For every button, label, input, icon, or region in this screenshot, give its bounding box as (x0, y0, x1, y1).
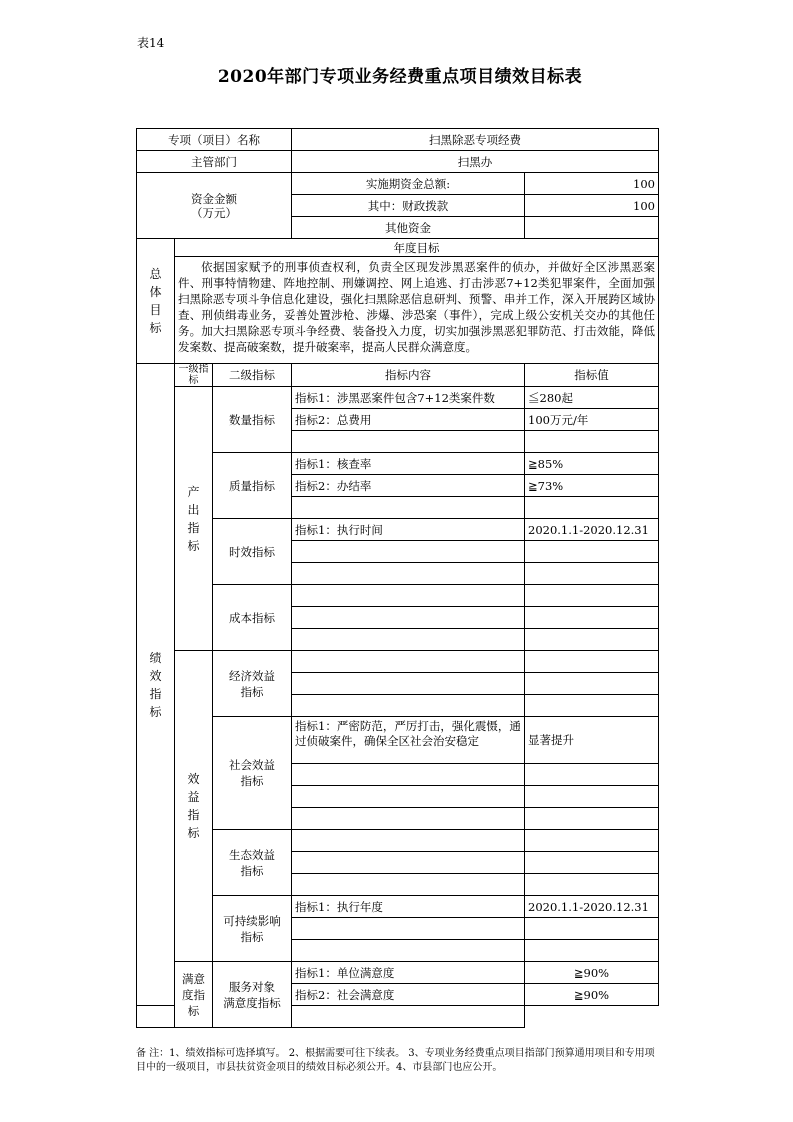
social-benefit-label-line2: 指标 (240, 774, 264, 788)
indicator-value: 2020.1.1-2020.12.31 (525, 519, 659, 541)
indicator-content: 指标1：执行年度 (292, 896, 525, 918)
indicator-content: 指标2：总费用 (292, 409, 525, 431)
department-value: 扫黑办 (292, 151, 659, 173)
indicator-value (525, 764, 659, 786)
indicator-content: 指标2：社会满意度 (292, 984, 525, 1006)
indicator-content (292, 629, 525, 651)
social-benefit-label-line1: 社会效益 (229, 758, 275, 772)
sustainable-impact-label-line2: 指标 (240, 929, 264, 944)
output-char: 出 (187, 502, 200, 517)
timeliness-indicator-label: 时效指标 (213, 519, 292, 585)
overall-goal-char: 目 (149, 303, 162, 317)
indicator-content: 指标1：执行时间 (292, 519, 525, 541)
indicator-content (292, 808, 525, 830)
annual-goal-header: 年度目标 (175, 239, 659, 257)
service-satisfaction-label-line2: 满意度指标 (223, 995, 281, 1010)
satisfaction-label-line1: 满意 (182, 971, 205, 986)
indicator-value (525, 874, 659, 896)
output-char: 标 (187, 538, 200, 553)
benefit-char: 益 (187, 790, 200, 804)
indicator-content: 指标1：涉黑恶案件包含7+12类案件数 (292, 387, 525, 409)
overall-goal-char: 体 (149, 285, 162, 299)
quantity-indicator-label: 数量指标 (213, 387, 292, 453)
performance-target-table (136, 128, 659, 1028)
indicator-value (525, 431, 659, 453)
economic-benefit-label-line1: 经济效益 (229, 668, 275, 683)
indicator-value: ≧73% (525, 475, 659, 497)
indicator-value (525, 607, 659, 629)
indicator-value (292, 1006, 525, 1028)
performance-char: 指 (149, 686, 162, 701)
department-label: 主管部门 (137, 151, 292, 173)
output-char: 产 (187, 484, 200, 499)
indicator-value: ≦280起 (525, 387, 659, 409)
indicator-content: 指标2：办结率 (292, 475, 525, 497)
indicator-value: ≧85% (525, 453, 659, 475)
level1-header: 一级指标 (175, 364, 213, 387)
indicator-value: 100万元/年 (525, 409, 659, 431)
indicator-content (292, 874, 525, 896)
indicator-value (525, 651, 659, 673)
economic-benefit-label (213, 651, 292, 717)
ecological-benefit-label (213, 830, 292, 896)
indicator-content (292, 830, 525, 852)
other-funds-value (525, 217, 659, 239)
cost-indicator-label: 成本指标 (213, 585, 292, 651)
total-funds-label: 实施期资金总额: (292, 173, 525, 195)
indicator-content (292, 786, 525, 808)
satisfaction-label-line2: 度指 (182, 987, 205, 1002)
funds-label-line2: （万元） (191, 205, 237, 220)
other-funds-label: 其他资金 (292, 217, 525, 239)
overall-goal-char: 总 (149, 267, 162, 281)
indicator-value (525, 497, 659, 519)
content-header: 指标内容 (292, 364, 525, 387)
funds-label (137, 173, 292, 239)
indicator-content (292, 764, 525, 786)
economic-benefit-label-line2: 指标 (240, 684, 264, 699)
footnote: 备 注：1、绩效指标可选择填写。 2、根据需要可往下续表。 3、专项业务经费重点项目指部门预算通用项目和专用项目中的一级项目，市县扶贫资金项目的绩效目标必须公开。4、市县部门也应公开。 (136, 1048, 655, 1073)
level2-header: 二级指标 (213, 364, 292, 387)
ecological-benefit-label-line2: 指标 (240, 863, 264, 878)
indicator-value: ≧90% (525, 962, 659, 984)
indicator-value (525, 541, 659, 563)
indicator-content (292, 541, 525, 563)
indicator-value (525, 918, 659, 940)
indicator-value (525, 940, 659, 962)
annual-goal-text: 依据国家赋予的刑事侦查权利，负责全区现发涉黑恶案件的侦办，并做好全区涉黑恶案件、刑事特情物建、阵地控制、刑嫌调控、网上追逃、打击涉恶7+12类犯罪案件，全面加强扫黑除恶专项斗争信息化建设，强化扫黑除恶信息研判、预警、串并工作，深入开展跨区域协查、刑侦缉毒业务，妥善处置涉枪、涉爆、涉恐案（事件），完成上级公安机关交办的其他任务。加大扫黑除恶专项斗争经费、装备投入力度，切实加强涉黑恶犯罪防范、打击效能，降低发案数、提高破案数，提升破案率，提高人民群众满意度。 (175, 257, 659, 364)
table-number-label: 表14 (137, 36, 165, 50)
performance-indicator-label (137, 364, 175, 1006)
performance-char: 绩 (149, 650, 162, 665)
indicator-value (525, 695, 659, 717)
indicator-content (292, 585, 525, 607)
overall-goal-char: 标 (149, 321, 162, 335)
fiscal-funds-label: 其中：财政拨款 (292, 195, 525, 217)
indicator-content (137, 1006, 175, 1028)
benefit-char: 标 (187, 826, 200, 840)
indicator-value: ≧90% (525, 984, 659, 1006)
indicator-value (525, 808, 659, 830)
indicator-content (292, 918, 525, 940)
quality-indicator-label: 质量指标 (213, 453, 292, 519)
indicator-value (525, 852, 659, 874)
project-name-label: 专项（项目）名称 (137, 129, 292, 151)
indicator-content (292, 852, 525, 874)
output-char: 指 (187, 520, 200, 535)
performance-char: 标 (149, 704, 162, 719)
indicator-value (525, 585, 659, 607)
satisfaction-label-line3: 标 (187, 1003, 200, 1018)
indicator-value (525, 786, 659, 808)
indicator-content: 指标1：核查率 (292, 453, 525, 475)
service-satisfaction-label-line1: 服务对象 (229, 979, 275, 994)
output-indicator-label (175, 387, 213, 651)
funds-label-line1: 资金金额 (191, 191, 237, 206)
value-header: 指标值 (525, 364, 659, 387)
indicator-content (292, 497, 525, 519)
indicator-value (525, 830, 659, 852)
project-name-value: 扫黑除恶专项经费 (292, 129, 659, 151)
benefit-char: 效 (187, 772, 200, 786)
indicator-content: 指标1：严密防范，严厉打击，强化震慑，通过侦破案件，确保全区社会治安稳定 (292, 717, 525, 764)
ecological-benefit-label-line1: 生态效益 (229, 847, 275, 862)
indicator-content (292, 607, 525, 629)
indicator-content: 指标1：单位满意度 (292, 962, 525, 984)
indicator-content (292, 651, 525, 673)
indicator-content (292, 940, 525, 962)
indicator-value (525, 673, 659, 695)
overall-goal-label (137, 239, 175, 364)
page-title: 2020年部门专项业务经费重点项目绩效目标表 (217, 67, 583, 87)
fiscal-funds-value: 100 (525, 195, 659, 217)
indicator-content (292, 563, 525, 585)
social-benefit-label (213, 717, 292, 830)
sustainable-impact-label (213, 896, 292, 962)
indicator-value (525, 629, 659, 651)
service-satisfaction-label (213, 962, 292, 1028)
indicator-content (292, 695, 525, 717)
performance-char: 效 (149, 668, 162, 683)
total-funds-value: 100 (525, 173, 659, 195)
sustainable-impact-label-line1: 可持续影响 (223, 913, 281, 928)
indicator-value: 2020.1.1-2020.12.31 (525, 896, 659, 918)
indicator-content (292, 673, 525, 695)
indicator-content (292, 431, 525, 453)
benefit-char: 指 (187, 808, 200, 822)
benefit-indicator-label (175, 651, 213, 962)
satisfaction-indicator-label (175, 962, 213, 1028)
indicator-value: 显著提升 (525, 717, 659, 764)
indicator-value (525, 563, 659, 585)
